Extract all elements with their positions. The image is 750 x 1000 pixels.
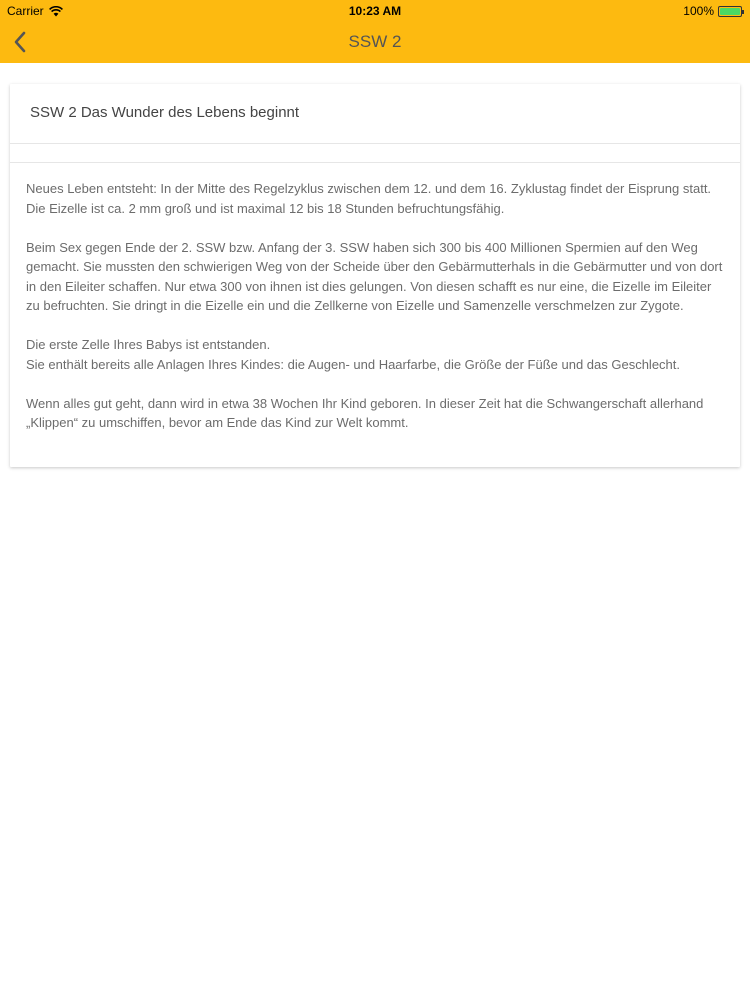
battery-percent: 100% xyxy=(683,4,714,18)
content-card xyxy=(10,84,740,467)
status-time: 10:23 AM xyxy=(348,4,402,18)
battery-tip xyxy=(742,10,744,14)
battery-icon xyxy=(718,6,742,17)
paragraph-3-line-1: Die erste Zelle Ihres Babys ist entstanden. xyxy=(26,337,271,352)
paragraph-2: Beim Sex gegen Ende der 2. SSW bzw. Anfang der 3. SSW haben sich 300 bis 400 Millionen Spermien auf den Weg gemacht. Sie mussten den schwierigen Weg von der Scheide über den Gebärmutterhals in die Gebärmutter und von dort in den Eileiter schaffen. Nur etwa 300 von ihnen ist dies gelungen. Von diesen schafft es nur eine, die Eizelle im Eileiter zu befruchten. Sie dringt in die Eizelle ein und die Zellkerne von Eizelle und Samenzelle verschmelzen zur Zygote. xyxy=(26,239,723,313)
carrier-label: Carrier xyxy=(7,4,44,18)
navigation-bar xyxy=(0,22,750,63)
paragraph-3-line-2: Sie enthält bereits alle Anlagen Ihres Kindes: die Augen- und Haarfarbe, die Größe der Füße und das Geschlecht. xyxy=(26,356,681,372)
paragraph-3 xyxy=(26,335,724,374)
status-right xyxy=(683,4,742,18)
status-bar xyxy=(0,0,750,22)
top-bar xyxy=(0,0,750,63)
page-title: SSW 2 xyxy=(348,32,402,51)
card-divider xyxy=(10,144,740,163)
battery-fill xyxy=(720,8,740,15)
paragraph-1: Neues Leben entsteht: In der Mitte des Regelzyklus zwischen dem 12. und dem 16. Zyklustag findet der Eisprung statt. Die Eizelle ist ca. 2 mm groß und ist maximal 12 bis 18 Stunden befruchtungsfähig. xyxy=(26,181,712,216)
paragraph-4: Wenn alles gut geht, dann wird in etwa 38 Wochen Ihr Kind geboren. In dieser Zeit hat die Schwangerschaft allerhand „Klippen“ zu umschiffen, bevor am Ende das Kind zur Welt kommt. xyxy=(26,395,704,430)
card-title: SSW 2 Das Wunder des Lebens beginnt xyxy=(10,84,740,144)
card-body xyxy=(10,163,740,433)
